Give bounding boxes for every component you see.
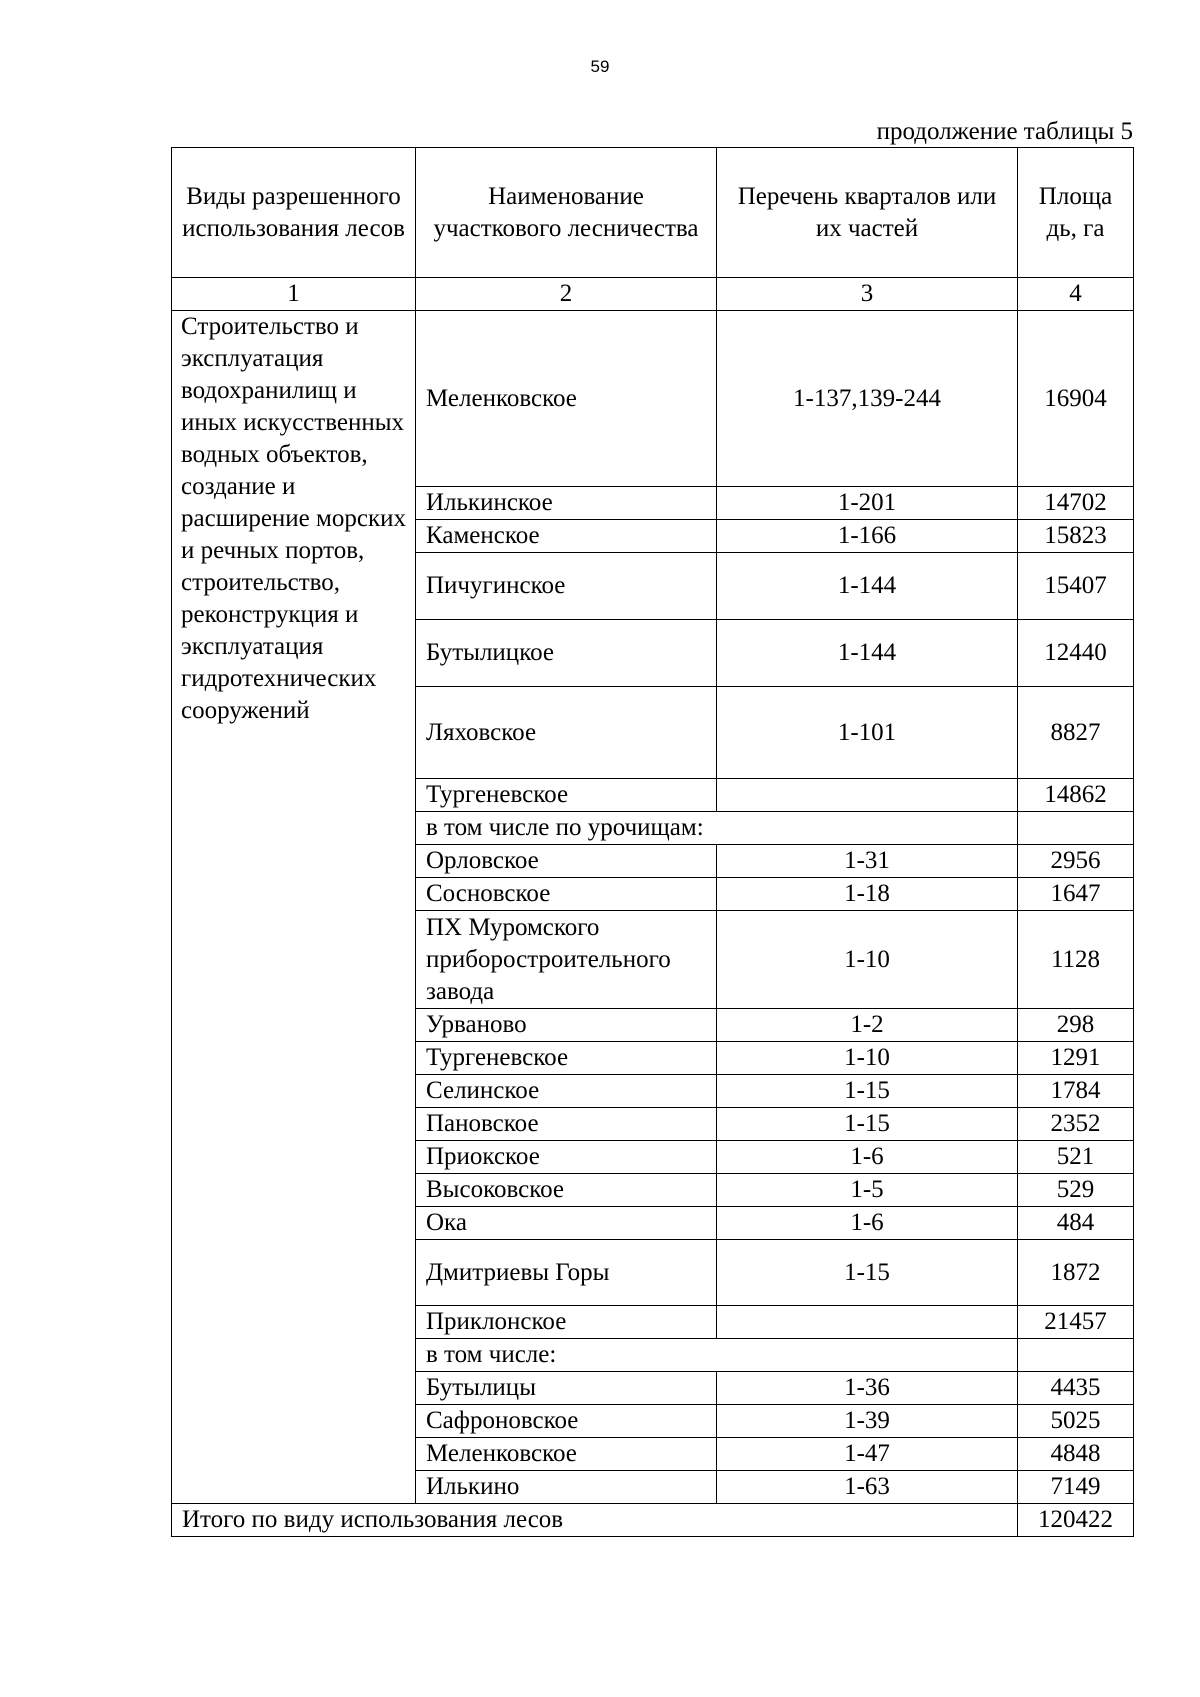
quarters-cell: 1-101 xyxy=(717,687,1018,779)
column-number: 3 xyxy=(717,278,1018,311)
quarters-cell: 1-6 xyxy=(717,1141,1018,1174)
area-cell: 2352 xyxy=(1018,1108,1134,1141)
quarters-cell: 1-6 xyxy=(717,1207,1018,1240)
quarters-cell: 1-36 xyxy=(717,1372,1018,1405)
quarters-cell: 1-31 xyxy=(717,845,1018,878)
quarters-cell: 1-144 xyxy=(717,553,1018,620)
forestry-name-cell: Меленковское xyxy=(416,311,717,487)
quarters-cell xyxy=(717,1306,1018,1339)
quarters-cell: 1-39 xyxy=(717,1405,1018,1438)
kind-of-use-cell: Строительство и эксплуатация водохранилищ и иных искусственных водных объектов, создание и расширение морских и речных портов, строительство, реконструкция и эксплуатация гидротехнических сооружений xyxy=(172,311,416,1504)
forestry-name-cell: Урваново xyxy=(416,1009,717,1042)
total-area: 120422 xyxy=(1018,1504,1134,1537)
quarters-cell: 1-18 xyxy=(717,878,1018,911)
forestry-name-cell: Орловское xyxy=(416,845,717,878)
quarters-cell: 1-137,139-244 xyxy=(717,311,1018,487)
area-cell: 4435 xyxy=(1018,1372,1134,1405)
area-cell: 1647 xyxy=(1018,878,1134,911)
forestry-name-cell: Ока xyxy=(416,1207,717,1240)
header-forestry-name: Наименование участкового лесничества xyxy=(416,148,717,278)
area-cell: 4848 xyxy=(1018,1438,1134,1471)
area-cell: 2956 xyxy=(1018,845,1134,878)
quarters-cell: 1-63 xyxy=(717,1471,1018,1504)
forestry-name-cell: Тургеневское xyxy=(416,1042,717,1075)
area-cell: 1291 xyxy=(1018,1042,1134,1075)
area-cell xyxy=(1018,1339,1134,1372)
header-row xyxy=(172,148,1134,278)
quarters-cell: 1-201 xyxy=(717,487,1018,520)
forestry-name-cell: ПХ Муромского приборостроительного завода xyxy=(416,911,717,1009)
forest-use-table xyxy=(171,147,1134,1537)
quarters-cell: 1-15 xyxy=(717,1075,1018,1108)
area-cell: 5025 xyxy=(1018,1405,1134,1438)
area-cell: 529 xyxy=(1018,1174,1134,1207)
forestry-name-cell: Бутылицкое xyxy=(416,620,717,687)
forestry-name-cell: Пановское xyxy=(416,1108,717,1141)
quarters-cell: 1-15 xyxy=(717,1240,1018,1306)
area-cell: 15823 xyxy=(1018,520,1134,553)
forestry-name-cell: Приклонское xyxy=(416,1306,717,1339)
quarters-cell: 1-10 xyxy=(717,1042,1018,1075)
column-number: 2 xyxy=(416,278,717,311)
area-cell: 484 xyxy=(1018,1207,1134,1240)
quarters-cell: 1-144 xyxy=(717,620,1018,687)
quarters-cell: 1-5 xyxy=(717,1174,1018,1207)
quarters-cell: 1-47 xyxy=(717,1438,1018,1471)
area-cell: 521 xyxy=(1018,1141,1134,1174)
forestry-name-cell: Илькино xyxy=(416,1471,717,1504)
header-kind-of-use: Виды разрешенного использования лесов xyxy=(172,148,416,278)
forestry-name-cell: в том числе по урочищам: xyxy=(416,812,1018,845)
quarters-cell: 1-10 xyxy=(717,911,1018,1009)
table-row xyxy=(172,311,1134,487)
column-number-row xyxy=(172,278,1134,311)
forestry-name-cell: Селинское xyxy=(416,1075,717,1108)
area-cell: 12440 xyxy=(1018,620,1134,687)
quarters-cell: 1-2 xyxy=(717,1009,1018,1042)
forestry-name-cell: Меленковское xyxy=(416,1438,717,1471)
area-cell: 1784 xyxy=(1018,1075,1134,1108)
area-cell: 21457 xyxy=(1018,1306,1134,1339)
quarters-cell: 1-15 xyxy=(717,1108,1018,1141)
header-quarters: Перечень кварталов или их частей xyxy=(717,148,1018,278)
forestry-name-cell: Илькинское xyxy=(416,487,717,520)
forestry-name-cell: Тургеневское xyxy=(416,779,717,812)
total-row xyxy=(172,1504,1134,1537)
forestry-name-cell: Сафроновское xyxy=(416,1405,717,1438)
column-number: 1 xyxy=(172,278,416,311)
quarters-cell: 1-166 xyxy=(717,520,1018,553)
area-cell: 16904 xyxy=(1018,311,1134,487)
area-cell: 14702 xyxy=(1018,487,1134,520)
forestry-name-cell: Пичугинское xyxy=(416,553,717,620)
forestry-name-cell: Сосновское xyxy=(416,878,717,911)
area-cell xyxy=(1018,812,1134,845)
forestry-name-cell: Высоковское xyxy=(416,1174,717,1207)
column-number: 4 xyxy=(1018,278,1134,311)
area-cell: 1128 xyxy=(1018,911,1134,1009)
page-number: 59 xyxy=(590,57,610,76)
forestry-name-cell: Бутылицы xyxy=(416,1372,717,1405)
area-cell: 1872 xyxy=(1018,1240,1134,1306)
total-label: Итого по виду использования лесов xyxy=(172,1504,1018,1537)
area-cell: 8827 xyxy=(1018,687,1134,779)
area-cell: 14862 xyxy=(1018,779,1134,812)
header-area: Площа дь, га xyxy=(1018,148,1134,278)
forestry-name-cell: Дмитриевы Горы xyxy=(416,1240,717,1306)
area-cell: 15407 xyxy=(1018,553,1134,620)
continuation-caption: продолжение таблицы 5 xyxy=(876,118,1133,145)
forestry-name-cell: Каменское xyxy=(416,520,717,553)
forestry-name-cell: Ляховское xyxy=(416,687,717,779)
area-cell: 7149 xyxy=(1018,1471,1134,1504)
area-cell: 298 xyxy=(1018,1009,1134,1042)
quarters-cell xyxy=(717,779,1018,812)
forestry-name-cell: в том числе: xyxy=(416,1339,1018,1372)
forestry-name-cell: Приокское xyxy=(416,1141,717,1174)
